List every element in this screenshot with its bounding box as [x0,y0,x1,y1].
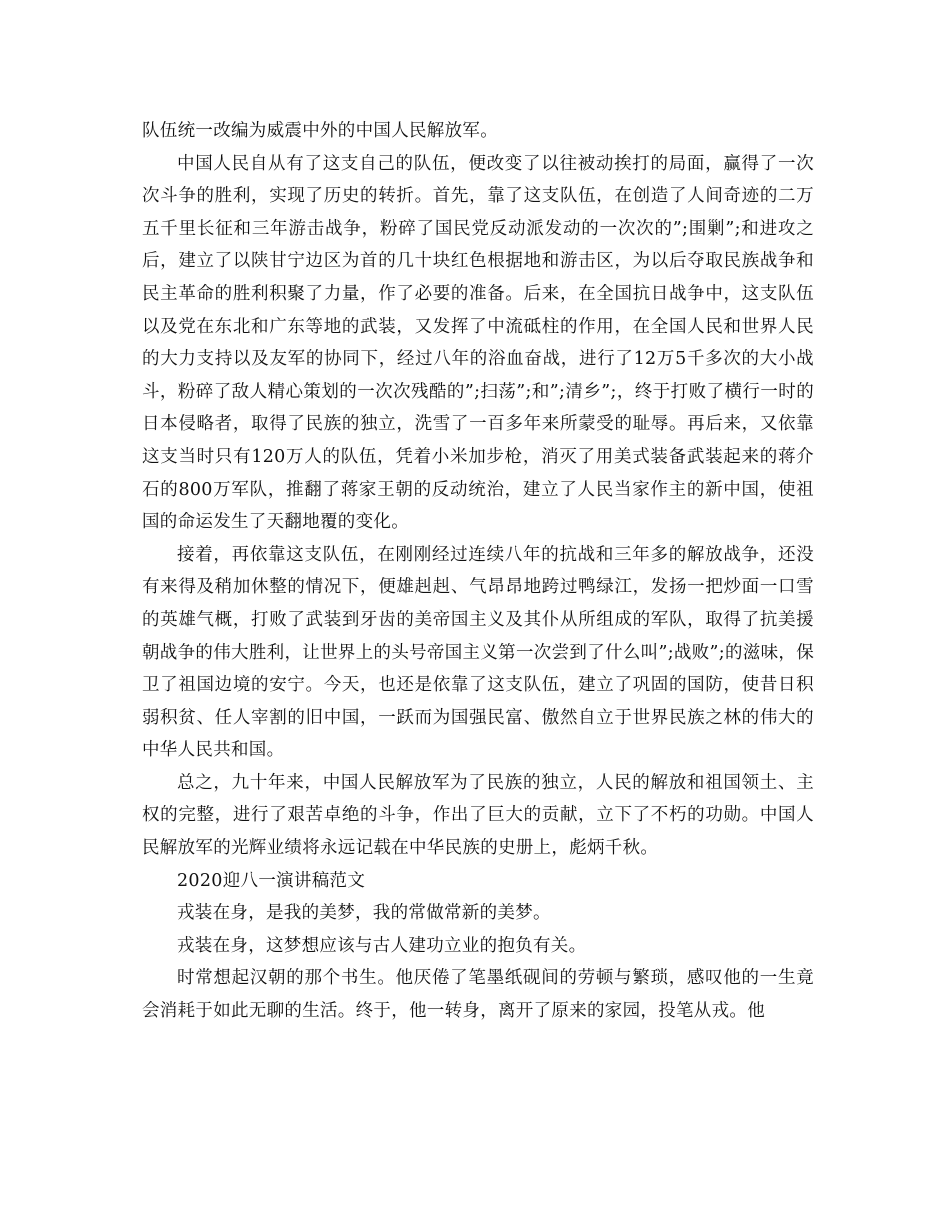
paragraph-continuation: 队伍统一改编为威震中外的中国人民解放军。 [142,121,498,141]
paragraph-han-scholar: 时常想起汉朝的那个书生。他厌倦了笔墨纸砚间的劳顿与繁琐，感叹他的一生竟会消耗于如此无聊的生活。终于，他一转身，离开了原来的家园，投笔从戎。他 [142,968,814,1022]
paragraph-ambition: 戎装在身，这梦想应该与古人建功立业的抱负有关。 [177,935,587,956]
paragraph-summary: 总之，九十年来，中国人民解放军为了民族的独立，人民的解放和祖国领土、主权的完整，进行了艰苦卓绝的斗争，作出了巨大的贡献，立下了不朽的功勋。中国人民解放军的光辉业绩将永远记载在中华民族的史册上，彪炳千秋。 [142,772,814,859]
paragraph-korean-war: 接着，再依靠这支队伍，在刚刚经过连续八年的抗战和三年多的解放战争，还没有来得及稍加休整的情况下，便雄赳赳、气昂昂地跨过鸭绿江，发扬一把炒面一口雪的英雄气概，打败了武装到牙齿的美帝国主义及其仆从所组成的军队，取得了抗美援朝战争的伟大胜利，让世界上的头号帝国主义第一次尝到了什么叫”;战败”;的滋味，保卫了祖国边境的安宁。今天，也还是依靠了这支队伍，建立了巩固的国防，使昔日积弱积贫、任人宰割的旧中国，一跃而为国强民富、傲然自立于世界民族之林的伟大的中华人民共和国。 [142,544,814,761]
paragraph-uniform-dream: 戎装在身，是我的美梦，我的常做常新的美梦。 [177,903,551,924]
document-body [142,115,814,1028]
section-heading: 2020迎八一演讲稿范文 [177,870,366,891]
paragraph-pla-history: 中国人民自从有了这支自己的队伍，便改变了以往被动挨打的局面，赢得了一次次斗争的胜利，实现了历史的转折。首先，靠了这支队伍，在创造了人间奇迹的二万五千里长征和三年游击战争，粉碎了国民党反动派发动的一次次的”;围剿”;和进攻之后，建立了以陕甘宁边区为首的几十块红色根据地和游击区，为以后夺取民族战争和民主革命的胜利积聚了力量，作了必要的准备。后来，在全国抗日战争中，这支队伍以及党在东北和广东等地的武装，又发挥了中流砥柱的作用，在全国人民和世界人民的大力支持以及友军的协同下，经过八年的浴血奋战，进行了12万5千多次的大小战斗，粉碎了敌人精心策划的一次次残酷的”;扫荡”;和”;清乡”;，终于打败了横行一时的日本侵略者，取得了民族的独立，洗雪了一百多年来所蒙受的耻辱。再后来，又依靠这支当时只有120万人的队伍，凭着小米加步枪，消灭了用美式装备武装起来的蒋介石的800万军队，推翻了蒋家王朝的反动统治，建立了人民当家作主的新中国，使祖国的命运发生了天翻地覆的变化。 [142,153,814,533]
